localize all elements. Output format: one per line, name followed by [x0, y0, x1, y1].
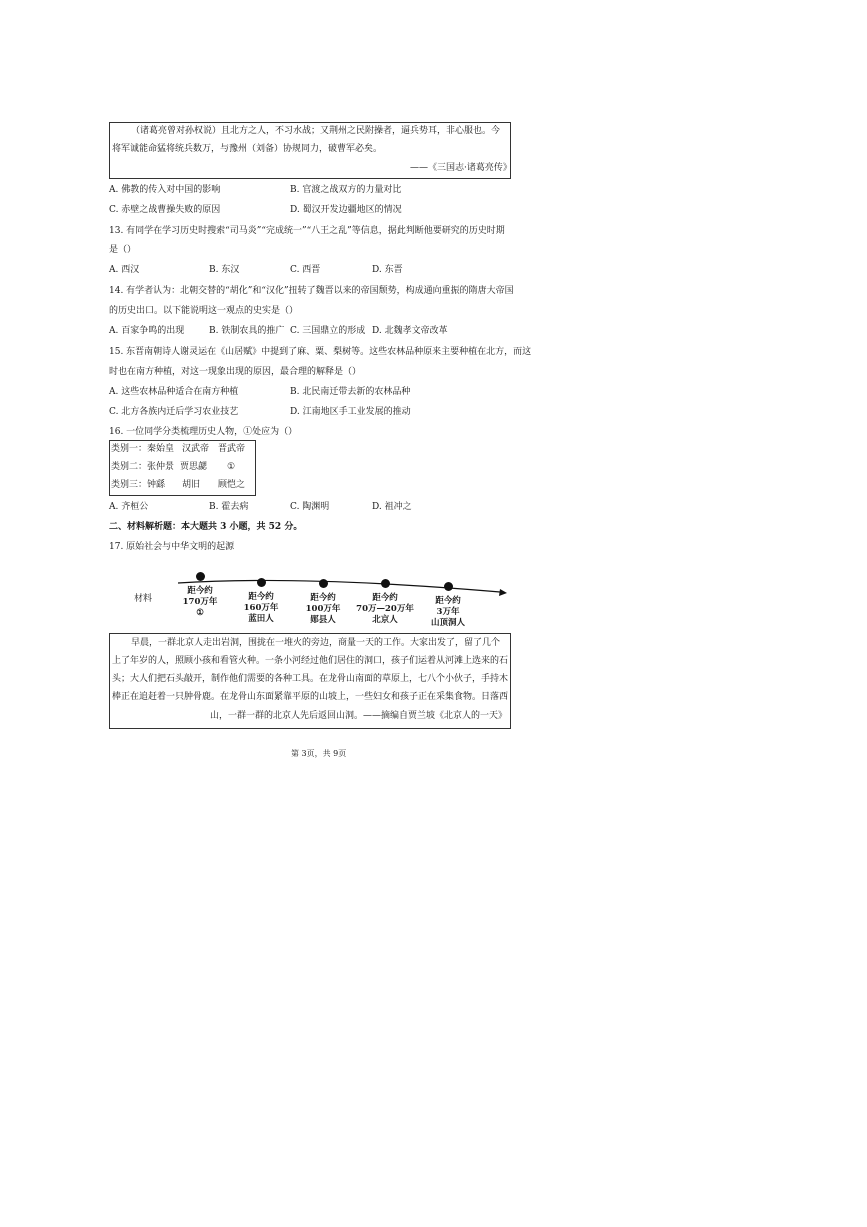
timeline-label-4 — [350, 593, 420, 626]
q15-stem-line1: 15. 东晋南朝诗人谢灵运在《山居赋》中提到了麻、粟、梨树等。这些农林品种原来主要种植在北方，而这 — [109, 347, 532, 357]
q15-option-b[interactable]: B. 北民南迁带去新的农林品种 — [290, 387, 411, 397]
timeline-label-2-line3: 蓝田人 — [248, 614, 274, 624]
timeline-label-5-line1: 距今约 — [435, 596, 461, 606]
q14-stem-line1: 14. 有学者认为：北朝交替的“胡化”和“汉化”扭转了魏晋以来的帝国颓势，构成通向重振的隋唐大帝国 — [109, 286, 514, 296]
q16-option-c[interactable]: C. 陶渊明 — [290, 502, 330, 512]
q14-option-d[interactable]: D. 北魏孝文帝改革 — [372, 326, 448, 336]
timeline-label-1-line2: 170万年 — [182, 597, 218, 607]
q13-option-d[interactable]: D. 东晋 — [372, 265, 403, 275]
q14-stem-line2: 的历史出口。以下能说明这一观点的史实是（） — [109, 306, 299, 316]
q12-quote-line2: 将军诚能命猛将统兵数万，与豫州（刘备）协规同力，破曹军必矣。 — [112, 144, 383, 154]
timeline-dot-1 — [196, 572, 205, 581]
q16-row1-col1: 类别一：秦始皇 — [111, 444, 175, 454]
q17-material-label: 材料 — [134, 594, 153, 604]
q16-row2-col1: 类别二：张仲景 — [111, 462, 175, 472]
q13-stem-line1: 13. 有同学在学习历史时搜索“司马炎”“完成统一”“八王之乱”等信息，据此判断他要研究的历史时期 — [109, 226, 505, 236]
q16-row2-col2: 贾思勰 — [180, 462, 208, 472]
timeline-label-5-line3: 山顶洞人 — [430, 618, 465, 628]
q13-stem-line2: 是（） — [109, 245, 137, 255]
q14-option-b[interactable]: B. 铁制农具的推广 — [209, 326, 285, 336]
q15-stem-line2: 时也在南方种植，对这一现象出现的原因，最合理的解释是（） — [109, 367, 362, 377]
q16-row1-col2: 汉武帝 — [182, 444, 210, 454]
q14-option-c[interactable]: C. 三国鼎立的形成 — [290, 326, 366, 336]
q16-row3-col1: 类别三：钟繇 — [111, 480, 166, 490]
q16-stem: 16. 一位同学分类梳理历史人物，①处应为（） — [109, 427, 298, 437]
q17-passage-line4: 棒正在追赶着一只肿骨鹿。在龙骨山东面紧靠平原的山坡上，一些妇女和孩子正在采集食物。日落西 — [112, 692, 509, 702]
timeline-dot-4 — [381, 579, 390, 588]
q12-option-c[interactable]: C. 赤壁之战曹操失败的原因 — [109, 205, 221, 215]
timeline-label-4-line2: 70万—20万年 — [356, 604, 414, 614]
timeline-label-1-line1: 距今约 — [187, 586, 213, 596]
q15-option-d[interactable]: D. 江南地区手工业发展的推动 — [290, 407, 411, 417]
timeline-label-4-line1: 距今约 — [372, 593, 398, 603]
q17-passage-line2: 上了年岁的人，照顾小孩和看管火种。一条小河经过他们居住的洞口，孩子们运着从河滩上选来的石 — [112, 656, 509, 666]
timeline-label-3 — [288, 593, 358, 626]
timeline-label-2-line1: 距今约 — [248, 592, 274, 602]
q16-row3-col3: 顾恺之 — [218, 480, 246, 490]
timeline-label-3-line3: 郧县人 — [310, 615, 336, 625]
q15-option-c[interactable]: C. 北方各族内迁后学习农业技艺 — [109, 407, 239, 417]
page-footer: 第 3页，共 9页 — [291, 749, 347, 758]
q17-title: 17. 原始社会与中华文明的起源 — [109, 542, 235, 552]
section2-heading: 二、材料解析题：本大题共 3 小题，共 52 分。 — [109, 522, 303, 532]
q13-option-c[interactable]: C. 西晋 — [290, 265, 321, 275]
timeline-label-1 — [165, 586, 235, 619]
q12-option-d[interactable]: D. 蜀汉开发边疆地区的情况 — [290, 205, 402, 215]
q17-passage-line1: 早晨，一群北京人走出岩洞，围拢在一堆火的旁边，商量一天的工作。大家出发了，留了几个 — [131, 638, 501, 648]
q13-option-b[interactable]: B. 东汉 — [209, 265, 240, 275]
q17-passage-line3: 头；大人们把石头敲开，制作他们需要的各种工具。在龙骨山南面的草原上，七八个小伙子，手持木 — [112, 674, 509, 684]
q15-option-a[interactable]: A. 这些农林品种适合在南方种植 — [109, 387, 239, 397]
q12-quote-line1: （诸葛亮曾对孙权说）且北方之人，不习水战；又荆州之民附操者，逼兵势耳，非心服也。今 — [131, 126, 501, 136]
q17-passage-line5: 山，一群一群的北京人先后返回山洞。——摘编自贾兰坡《北京人的一天》 — [210, 711, 508, 721]
timeline-dot-3 — [319, 579, 328, 588]
q14-option-a[interactable]: A. 百家争鸣的出现 — [109, 326, 185, 336]
timeline-label-4-line3: 北京人 — [372, 615, 398, 625]
timeline-label-5 — [413, 596, 483, 629]
q12-option-b[interactable]: B. 官渡之战双方的力量对比 — [290, 185, 402, 195]
q16-option-a[interactable]: A. 齐桓公 — [109, 502, 149, 512]
q16-row1-col3: 晋武帝 — [218, 444, 246, 454]
timeline-label-3-line2: 100万年 — [305, 604, 341, 614]
q16-option-d[interactable]: D. 祖冲之 — [372, 502, 412, 512]
q16-row2-col3: ① — [227, 462, 236, 472]
timeline-label-2-line2: 160万年 — [243, 603, 279, 613]
timeline-dot-5 — [444, 582, 453, 591]
q16-option-b[interactable]: B. 霍去病 — [209, 502, 249, 512]
timeline-label-1-line3: ① — [196, 608, 204, 618]
timeline-label-5-line2: 3万年 — [436, 607, 460, 617]
q12-option-a[interactable]: A. 佛教的传入对中国的影响 — [109, 185, 221, 195]
q16-row3-col2: 胡旧 — [182, 480, 201, 490]
timeline-label-3-line1: 距今约 — [310, 593, 336, 603]
timeline-label-2 — [226, 592, 296, 625]
q12-quote-source: ——《三国志·诸葛亮传》 — [410, 163, 512, 173]
q13-option-a[interactable]: A. 西汉 — [109, 265, 140, 275]
timeline-dot-2 — [257, 578, 266, 587]
